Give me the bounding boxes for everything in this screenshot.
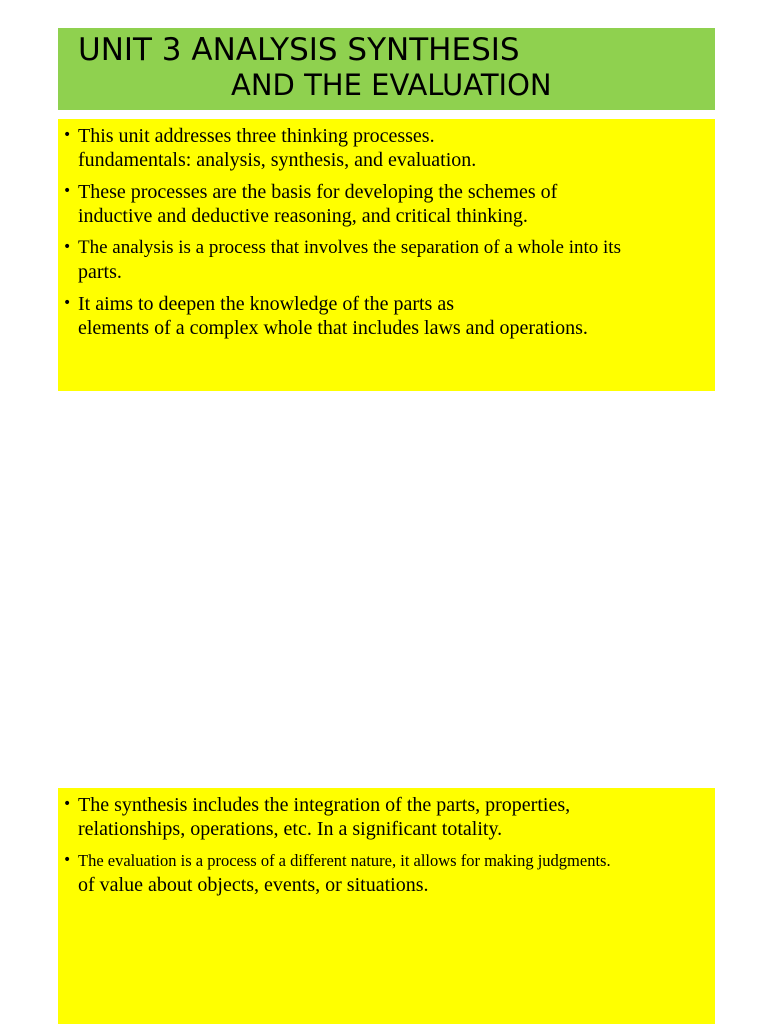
bullet-list-2 — [58, 788, 715, 897]
bullet-text-line: elements of a complex whole that includes laws and operations. — [78, 317, 588, 339]
content-box-1 — [58, 119, 715, 391]
bullet-item — [58, 849, 715, 897]
content-box-2 — [58, 788, 715, 1024]
bullet-text-line: relationships, operations, etc. In a significant totality. — [78, 818, 503, 840]
bullet-dot-icon: • — [63, 239, 72, 255]
bullet-dot-icon: • — [63, 295, 72, 311]
bullet-item — [58, 124, 715, 172]
bullet-item — [58, 292, 715, 340]
bullet-list-1 — [58, 119, 715, 340]
title-banner — [58, 28, 715, 110]
bullet-text-line: The evaluation is a process of a different nature, it allows for making judgments. — [78, 851, 611, 870]
bullet-dot-icon: • — [63, 852, 72, 868]
bullet-text-line: fundamentals: analysis, synthesis, and evaluation. — [78, 149, 477, 171]
bullet-text-line: The synthesis includes the integration of the parts, properties, — [78, 794, 571, 816]
bullet-text-line: The analysis is a process that involves the separation of a whole into its — [78, 237, 621, 258]
bullet-dot-icon: • — [63, 127, 72, 143]
bullet-item — [58, 793, 715, 841]
title-line-2: AND THE EVALUATION — [231, 68, 552, 102]
bullet-text-line: This unit addresses three thinking processes. — [78, 125, 435, 147]
bullet-item — [58, 180, 715, 228]
bullet-text-line: It aims to deepen the knowledge of the parts as — [78, 293, 454, 315]
bullet-item — [58, 236, 715, 284]
bullet-dot-icon: • — [63, 183, 72, 199]
bullet-text-line: inductive and deductive reasoning, and critical thinking. — [78, 205, 528, 227]
bullet-text-line: These processes are the basis for developing the schemes of — [78, 181, 558, 203]
bullet-text-line: of value about objects, events, or situations. — [78, 874, 429, 896]
bullet-dot-icon: • — [63, 796, 72, 812]
bullet-text-line: parts. — [78, 261, 122, 283]
title-line-1: UNIT 3 ANALYSIS SYNTHESIS — [78, 32, 520, 68]
